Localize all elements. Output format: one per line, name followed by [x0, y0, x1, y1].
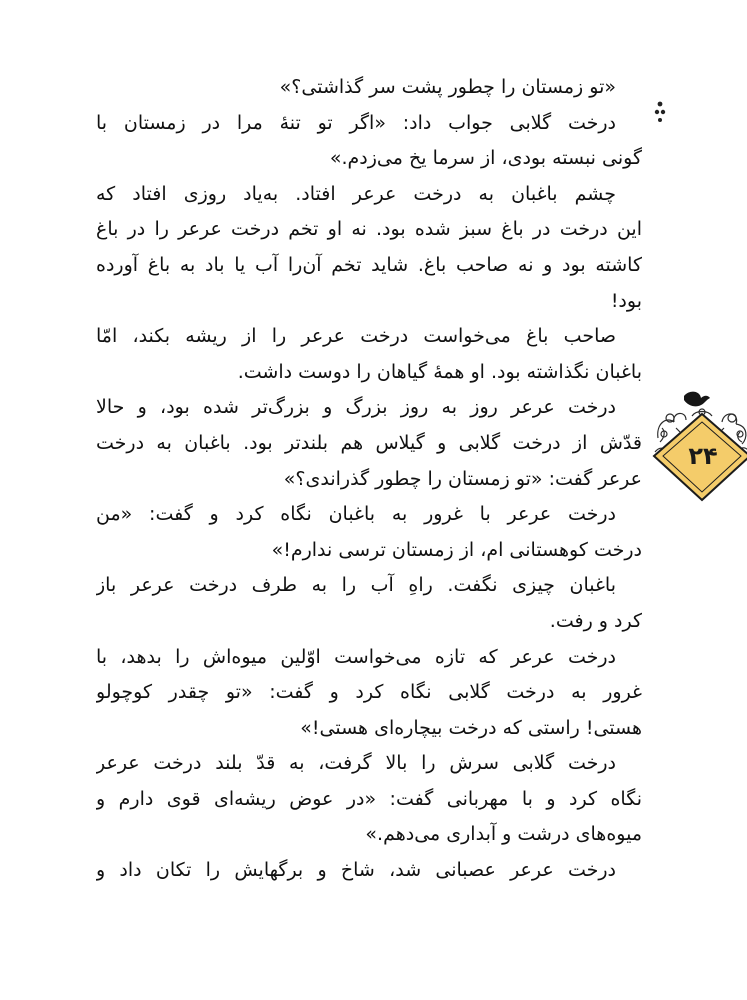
paragraph [96, 319, 642, 390]
bird-icon [684, 392, 710, 407]
text-line: باغبان چیزی نگفت. راهِ آب را به طرف درخت عرعر باز [96, 574, 616, 597]
paragraph [96, 853, 642, 889]
text-line: این درخت در باغ سبز شده بود. نه او تخم درخت عرعر را در باغ [96, 218, 642, 241]
text-line: عرعر گفت: «تو زمستان را چطور گذراندی؟» [283, 467, 642, 490]
text-line: بود! [610, 289, 642, 312]
text-line: میوه‌های درشت و آبداری می‌دهم.» [365, 823, 642, 846]
text-line: هستی! راستی که درخت بیچاره‌ای هستی!» [300, 716, 642, 739]
text-line: گونی نبسته بودی، از سرما یخ می‌زدم.» [329, 147, 642, 170]
text-line: کاشته بود و نه صاحب باغ. شاید تخم آن‌را آب یا باد به باغ آورده [96, 253, 642, 276]
paragraph [96, 497, 642, 568]
story-text [96, 70, 642, 889]
paragraph [96, 106, 642, 177]
text-line: درخت کوهستانی ام، از زمستان ترسی ندارم!» [271, 538, 642, 561]
text-line: غرور به درخت گلابی نگاه کرد و گفت: «تو چقدر کوچولو [96, 681, 642, 704]
page-number-badge [652, 388, 747, 518]
text-line: «تو زمستان را چطور پشت سر گذاشتی؟» [279, 76, 616, 98]
text-line: صاحب باغ می‌خواست درخت عرعر را از ریشه بکند، امّا [96, 325, 616, 348]
text-line: درخت عرعر با غرور به باغبان نگاه کرد و گفت: «من [96, 503, 616, 526]
text-line: درخت عرعر عصبانی شد، شاخ و برگهایش را تکان داد و [96, 859, 616, 882]
paragraph [96, 390, 642, 497]
text-line: درخت گلابی جواب داد: «اگر تو تنهٔ مرا در زمستان با [96, 111, 616, 134]
text-line: درخت گلابی سرش را بالا گرفت، به قدّ بلند درخت عرعر [96, 752, 616, 775]
text-line: قدّش از درخت گلابی و گیلاس هم بلندتر بود. باغبان به درخت [96, 431, 642, 454]
paragraph [96, 177, 642, 319]
text-line: چشم باغبان به درخت عرعر افتاد. به‌یاد روزی افتاد که [96, 182, 616, 205]
margin-mark [654, 100, 666, 124]
paragraph [96, 568, 642, 639]
page-number: ۲۴ [688, 442, 718, 470]
text-line: کرد و رفت. [549, 609, 642, 632]
text-line: درخت عرعر روز به روز بزرگ و بزرگ‌تر شده بود، و حالا [96, 396, 616, 419]
paragraph [96, 746, 642, 853]
text-line: درخت عرعر که تازه می‌خواست اوّلین میوه‌اش را بدهد، با [96, 645, 616, 668]
paragraph [96, 640, 642, 747]
text-line: باغبان نگذاشته بود. او همهٔ گیاهان را دوست داشت. [237, 360, 642, 383]
paragraph [96, 70, 642, 106]
text-line: نگاه کرد و با مهربانی گفت: «در عوض ریشه‌ای قوی دارم و [96, 787, 642, 810]
